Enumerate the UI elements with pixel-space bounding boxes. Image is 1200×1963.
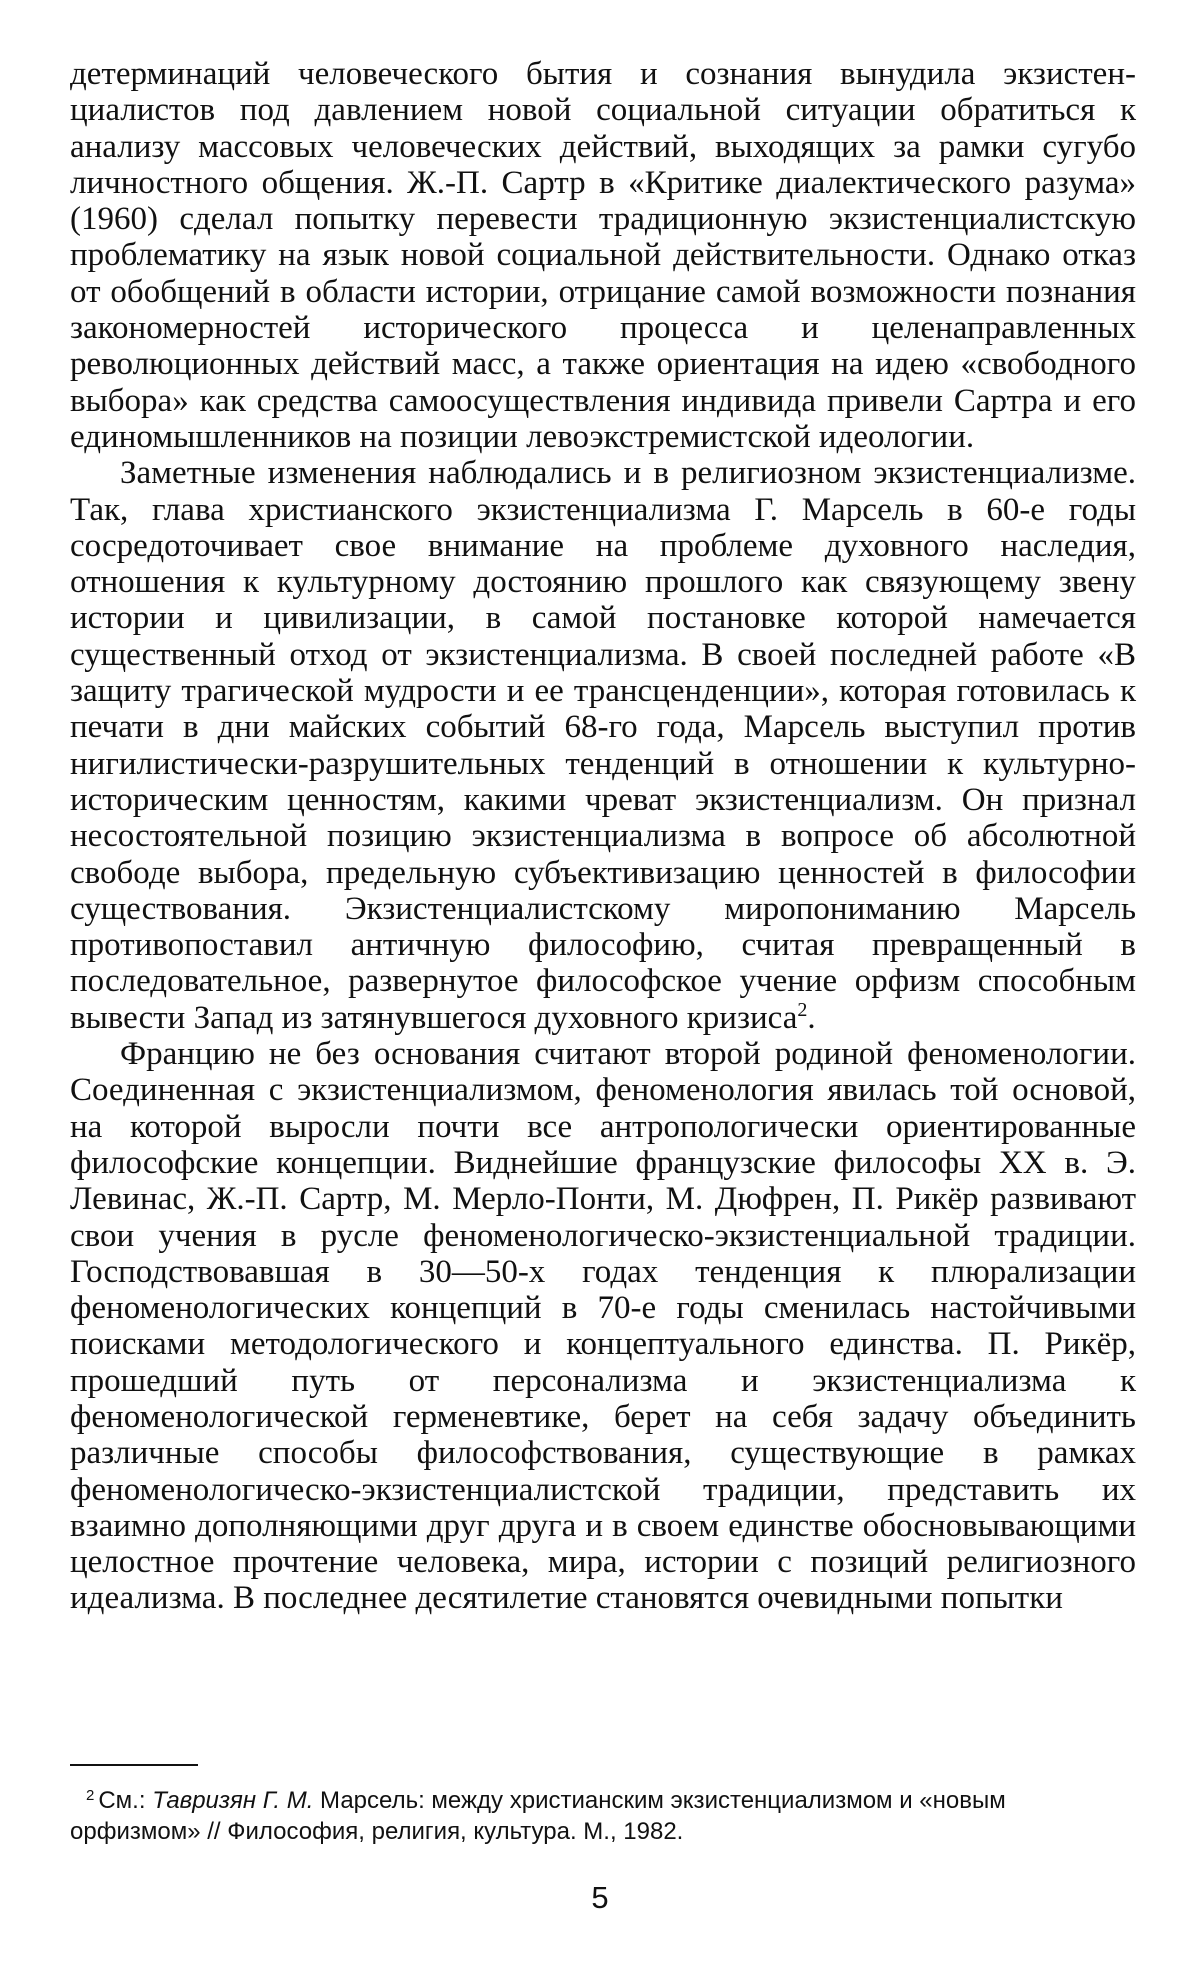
paragraph-2-end: . [807,999,816,1036]
footnote-text: Марсель: между христианским экзистенциализмом и «новым орфизмом» // Философия, религия, культура. М., 1982. [70,1787,1006,1845]
footnote-prefix: См.: [98,1787,153,1814]
paragraph-3: Францию не без основания считают второй родиной феноменологии. Соединенная с экзистенциализмом, феноменология явилась той основой, на которой выросли почти все антропологически ориентированные философские концепции. Виднейшие французские философы XX в. Э. Левинас, Ж.-П. Сартр, М. Мерло-Понти, М. Дюфрен, П. Рикёр развивают свои учения в русле феноменологическо-экзистенциальной традиции. Господствовавшая в 30—50-х годах тенденция к плюрализации феноменологических концепций в 70-е годы сменилась настойчивыми поисками методологического и концептуального единства. П. Рикёр, прошедший путь от персонализма и экзистенциализма к феноменологической герменевтике, берет на себя задачу объединить различные способы философствования, существующие в рамках феноменологическо-экзистенциалистской традиции, представить их взаимно дополняющими друг друга и в своем единстве обосновывающими целостное прочтение человека, мира, истории с позиций религиозного идеализма. В последнее десятилетие становятся очевидными попытки [70,1036,1136,1617]
paragraph-2-text: Заметные изменения наблюдались и в религиозном экзистенциализме. Так, глава христианского экзистенциализма Г. Марсель в 60-е годы сосредоточивает свое внимание на проблеме духовного наследия, отношения к культурному достоянию прошлого как связующему звену истории и цивилизации, в самой постановке которой намечается существенный отход от экзистенциализма. В своей последней работе «В защиту трагической мудрости и ее трансценденции», которая готовилась к печати в дни майских событий 68-го года, Марсель выступил против нигилистически-разрушительных тенденций в отношении к культурно-историческим ценностям, какими чреват экзистенциализм. Он признал несостоятельной позицию экзистенциализма в вопросе об абсолютной свободе выбора, предельную субъективизацию ценностей в философии существования. Экзистенциалистскому миропониманию Марсель противопоставил античную философию, считая превращенный в последовательное, развернутое философское учение орфизм способным вывести Запад из затянувшегося духовного кризиса [70,455,1136,1036]
footnote-mark: 2 [86,1787,95,1804]
footnote-author: Тавризян Г. М. [152,1787,314,1814]
footnote-reference: 2 [797,998,808,1021]
page-number: 5 [591,1880,609,1915]
footnote [70,1780,1136,1847]
paragraph-1: детерминаций человеческого бытия и сознания вынудила экзистенциалистов под давлением новой социальной ситуации обратиться к анализу массовых человеческих действий, выходящих за рамки сугубо личностного общения. Ж.-П. Сартр в «Критике диалектического разума» (1960) сделал попытку перевести традиционную экзистенциалистскую проблематику на язык новой социальной действительности. Однако отказ от обобщений в области истории, отрицание самой возможности познания закономерностей исторического процесса и целенаправленных революционных действий масс, а также ориентация на идею «свободного выбора» как средства самоосуществления индивида привели Сартра и его единомышленников на позиции левоэкстремистской идеологии. [70,56,1136,455]
footnote-divider [70,1764,198,1766]
paragraph-2 [70,455,1136,1036]
main-text [70,56,1136,1617]
